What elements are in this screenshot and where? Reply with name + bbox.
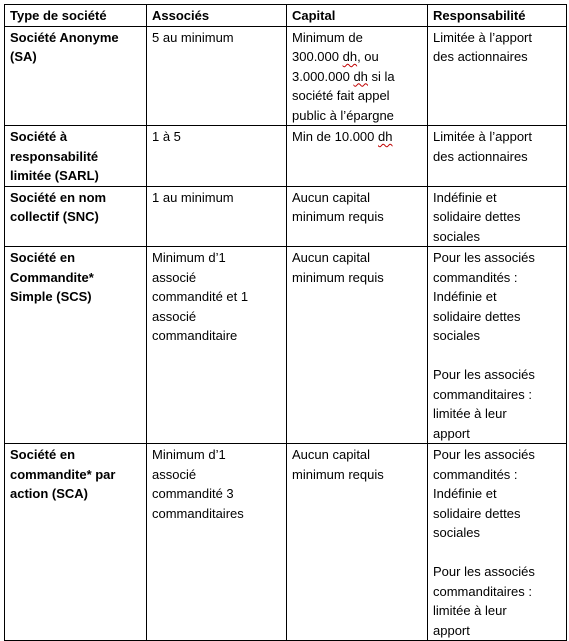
cell-text-line: Minimum de <box>292 29 363 45</box>
cell-text-line: société fait appel <box>292 88 390 103</box>
cell-text-line: Aucun capital <box>292 447 371 462</box>
cell-text-line: Pour les associés <box>433 447 535 462</box>
cell-type <box>5 126 147 187</box>
cell-text-line: Simple (SCS) <box>10 289 92 304</box>
cell-text-line: public à l’épargne <box>292 107 394 123</box>
cell-text-line: Minimum d’1 <box>152 250 226 265</box>
cell-text-line: Limitée à l’apport <box>433 29 532 45</box>
cell-text-line: minimum requis <box>292 209 384 224</box>
spellcheck-mark: dh <box>342 49 358 64</box>
header-responsabilite: Responsabilité <box>428 5 567 27</box>
cell-text-line: apport <box>433 425 470 441</box>
cell-text-line: associé <box>152 308 197 324</box>
cell-capital <box>287 247 428 444</box>
cell-text-line: sociales <box>433 228 480 244</box>
cell-text-line: Société en nom <box>10 189 107 205</box>
cell-capital <box>287 26 428 126</box>
table-header-row <box>5 5 567 27</box>
cell-associes <box>147 247 287 444</box>
cell-text-line: solidaire dettes <box>433 308 521 324</box>
cell-text-line: Aucun capital <box>292 250 371 265</box>
cell-text-line: Pour les associés <box>433 250 535 265</box>
cell-text-line: Indéfinie et <box>433 289 497 304</box>
cell-associes <box>147 26 287 126</box>
cell-text-line: Indéfinie et <box>433 486 497 501</box>
cell-text-line: Aucun capital <box>292 189 371 205</box>
cell-responsabilite <box>428 26 567 126</box>
cell-responsabilite <box>428 247 567 444</box>
cell-text-line: sociales <box>433 328 480 343</box>
cell-text-line: Indéfinie et <box>433 189 497 205</box>
cell-text-line: Société à <box>10 129 68 144</box>
table-row <box>5 26 567 126</box>
cell-type <box>5 444 147 641</box>
cell-text-line: collectif (SNC) <box>10 209 99 224</box>
cell-text-line: commanditaire <box>152 328 238 343</box>
cell-text-line: Min de 10.000 dh <box>292 129 393 144</box>
table-row <box>5 247 567 444</box>
cell-text-line: Société en <box>10 250 76 265</box>
cell-text-line: associé <box>152 269 197 285</box>
cell-associes <box>147 126 287 187</box>
cell-text-line: des actionnaires <box>433 49 528 64</box>
cell-text-line: sociales <box>433 525 480 540</box>
cell-text-line: commanditaires <box>152 505 244 521</box>
cell-text-line: commandite* par <box>10 466 116 482</box>
cell-responsabilite <box>428 444 567 641</box>
cell-text-line <box>433 346 561 366</box>
cell-text-line <box>433 543 561 563</box>
cell-text-line: commandité 3 <box>152 486 234 501</box>
cell-text-line: 3.000.000 dh si la <box>292 68 395 84</box>
cell-text-line: 1 au minimum <box>152 189 234 205</box>
cell-text-line: action (SCA) <box>10 486 88 501</box>
spellcheck-mark: dh <box>353 68 368 84</box>
header-type: Type de société <box>5 5 147 27</box>
cell-text-line: 5 au minimum <box>152 29 234 45</box>
cell-text-line: Pour les associés <box>433 367 535 382</box>
cell-text-line: commandité et 1 <box>152 289 249 304</box>
table-body <box>5 26 567 641</box>
cell-associes <box>147 186 287 247</box>
cell-text-line: Société en <box>10 447 76 462</box>
cell-text-line: 300.000 dh, ou <box>292 49 379 64</box>
cell-text-line: Minimum d’1 <box>152 447 226 462</box>
cell-type <box>5 26 147 126</box>
cell-text-line: solidaire dettes <box>433 209 521 224</box>
cell-capital <box>287 126 428 187</box>
cell-text-line: Commandite* <box>10 269 94 285</box>
table-row <box>5 126 567 187</box>
cell-text-line: minimum requis <box>292 466 384 482</box>
cell-text-line: commanditaires : <box>433 386 532 402</box>
cell-text-line: commanditaires : <box>433 583 532 599</box>
cell-type <box>5 247 147 444</box>
cell-responsabilite <box>428 126 567 187</box>
cell-text-line: commandités : <box>433 269 518 285</box>
cell-text-line: responsabilité <box>10 148 99 164</box>
cell-text-line: Pour les associés <box>433 564 535 579</box>
cell-text-line: 1 à 5 <box>152 129 181 144</box>
cell-text-line: limitée à leur <box>433 603 507 618</box>
table-row <box>5 444 567 641</box>
cell-capital <box>287 444 428 641</box>
cell-capital <box>287 186 428 247</box>
company-types-table <box>4 4 567 641</box>
cell-associes <box>147 444 287 641</box>
table-row <box>5 186 567 247</box>
cell-text-line: commandités : <box>433 466 518 482</box>
spellcheck-mark: dh <box>378 129 393 144</box>
header-capital: Capital <box>287 5 428 27</box>
cell-text-line: Société Anonyme <box>10 29 119 45</box>
cell-text-line: minimum requis <box>292 269 384 285</box>
cell-text-line: limitée à leur <box>433 406 507 421</box>
cell-type <box>5 186 147 247</box>
cell-responsabilite <box>428 186 567 247</box>
cell-text-line: associé <box>152 466 197 482</box>
cell-text-line: apport <box>433 622 470 638</box>
cell-text-line: (SA) <box>10 49 37 64</box>
header-associes: Associés <box>147 5 287 27</box>
cell-text-line: limitée (SARL) <box>10 168 99 183</box>
cell-text-line: des actionnaires <box>433 148 528 164</box>
cell-text-line: solidaire dettes <box>433 505 521 521</box>
cell-text-line: Limitée à l’apport <box>433 129 532 144</box>
